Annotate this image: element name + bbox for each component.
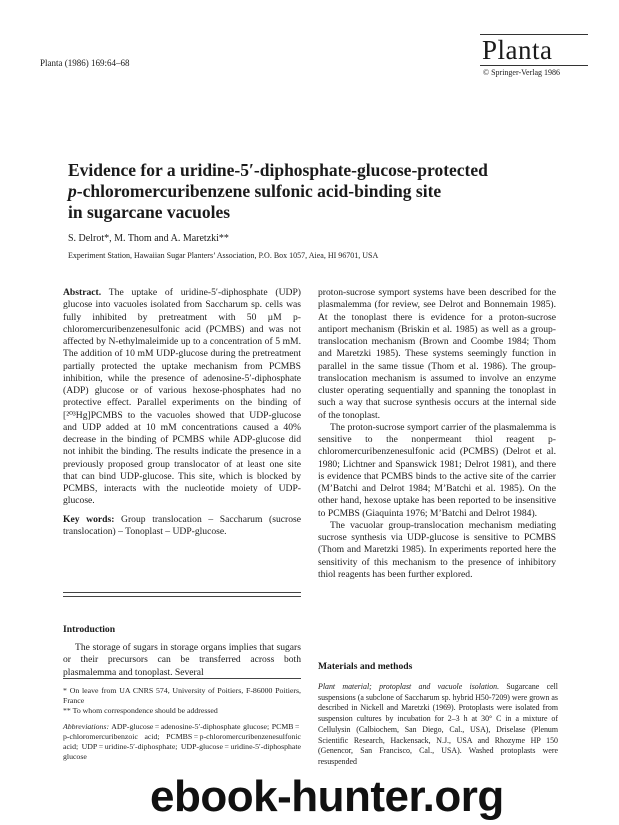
footnote-rule	[63, 678, 301, 679]
methods-heading: Materials and methods	[318, 661, 413, 672]
journal-brand	[480, 34, 590, 77]
title-line-1: Evidence for a uridine-5′-diphosphate-glucose-protected	[68, 160, 488, 180]
article-title	[68, 160, 568, 223]
section-rule-1	[63, 592, 301, 593]
methods-body: Sugarcane cell suspensions (a subclone of Saccharum sp. hybrid H50-7209) were grown as described in Nickell and Maretzki (1969). Protoplasts were isolated from suspension cultures by incubation for 2–3 h at 30° C in a mixture of Cellulysin (Calbiochem, San Diego, Cal., USA), Driselase (Plenum Scientific Research, Hackensack, N.J., USA and Rhozyme HP 150 (Genencor, San Francisco, Cal., USA). Washed protoplasts were resuspended	[318, 682, 558, 766]
title-line-2	[68, 181, 568, 202]
right-column	[318, 287, 556, 581]
abstract-block	[63, 287, 301, 538]
methods-text	[318, 682, 558, 768]
abbreviations-text: ADP-glucose = adenosine-5′-diphosphate glucose; PCMB = p-chloromercuribenzoic acid; PCMBS = p-chloromercuribenzenesulfonic acid; UDP = uridine-5′-diphosphate; UDP-glucose = uridine-5′-diphosphate glucose	[63, 722, 301, 761]
abstract	[63, 287, 301, 508]
title-line-3: in sugarcane vacuoles	[68, 202, 231, 222]
keywords	[63, 514, 301, 539]
journal-reference: Planta (1986) 169:64–68	[40, 58, 130, 68]
footnote-1: * On leave from UA CNRS 574, University of Poitiers, F-86000 Poitiers, France	[63, 686, 301, 705]
footnotes	[63, 686, 301, 762]
keywords-text: Group translocation – Saccharum (sucrose translocation) – Tonoplast – UDP-glucose.	[63, 513, 302, 537]
footnote-2: ** To whom correspondence should be addressed	[63, 706, 218, 715]
right-paragraph-2: The proton-sucrose symport carrier of the plasmalemma is sensitive to the nonpermeant thiol reagent p-chloromercuribenzenesulfonic acid (PCMBS) (Delrot et al. 1980; Lichtner and Spanswick 1981; Delrot 1981), and there is evidence that PCMBS binds to the active site of the carrier (M’Batchi and Delrot 1984; M’Batchi et al. 1985). On the other hand, hexose uptake has been reported to be insensitive to PCMBS (Giaquinta 1976; M’Batchi and Delrot 1984).	[318, 421, 556, 519]
brand-name: Planta	[482, 35, 553, 65]
brand-rule-bottom	[480, 65, 588, 66]
introduction-heading: Introduction	[63, 624, 116, 635]
right-paragraph-1: proton-sucrose symport systems have been described for the plasmalemma (for review, see Delrot and Bonnemain 1985). At the tonoplast there is evidence for a proton-sucrose antiport mechanism (Briskin et al. 1985) as well as a group-translocation mechanism (Brown and Coombe 1984; Thom and Maretzki 1985). These systems seemingly function in parallel in the same tissue (Thom et al. 1986). The group-translocation mechanism is assumed to involve an enzyme cluster operating sequentially and spanning the tonoplast in such a way that sucrose synthesis occurs at the internal side of the tonoplast.	[318, 287, 556, 421]
affiliation: Experiment Station, Hawaiian Sugar Planters’ Association, P.O. Box 1057, Aiea, HI 96701, USA	[68, 251, 379, 260]
watermark: ebook-hunter.org	[150, 772, 504, 821]
introduction-paragraph: The storage of sugars in storage organs implies that sugars or their precursors can be transferred across both plasmalemma and tonoplast. Several	[63, 642, 301, 678]
keywords-label: Key words:	[63, 513, 115, 525]
abstract-label: Abstract.	[63, 287, 102, 298]
title-line-2-rest: -chloromercuribenzene sulfonic acid-binding site	[76, 181, 442, 201]
abstract-text: The uptake of uridine-5′-diphosphate (UDP) glucose into vacuoles isolated from Saccharum sp. cells was fully inhibited by pretreatment with 50 µM p-chloromercuribenzenesulfonic acid (PCMBS) and was not affected by N-ethylmaleimide up to a concentration of 5 mM. The addition of 10 mM UDP-glucose during the pretreatment partially protected the uptake mechanism from PCMBS inhibition, while the presence of adenosine-5′-diphosphate (ADP) glucose or of various hexose-phosphates had no protective effect. Parallel experiments on the binding of [²⁰³Hg]PCMBS to the vacuoles showed that UDP-glucose and UDP added at 10 mM concentrations caused a 40% decrease in the binding of PCMBS while ADP-glucose did not inhibit the binding. The results indicate the presence in a previously proposed group translocator of at least one site that can bind UDP-glucose. This site, which is blocked by PCMBS, interacts with the nucleotide moiety of UDP-glucose.	[63, 287, 301, 507]
authors: S. Delrot*, M. Thom and A. Maretzki**	[68, 233, 229, 244]
title-italic-p: p	[68, 181, 77, 201]
abbreviations	[63, 722, 301, 762]
methods-label: Plant material; protoplast and vacuole isolation.	[318, 682, 500, 691]
right-paragraph-3: The vacuolar group-translocation mechanism mediating sucrose synthesis via UDP-glucose is sensitive to PCMBS (Thom and Maretzki 1985). In experiments reported here the sensitivity of this mechanism to the presence of inhibitory thiol reagents has been further explored.	[318, 519, 556, 580]
introduction-text	[63, 642, 301, 679]
publisher-copyright: © Springer-Verlag 1986	[483, 68, 561, 77]
abbreviations-label: Abbreviations:	[63, 722, 110, 731]
section-rule-2	[63, 596, 301, 597]
